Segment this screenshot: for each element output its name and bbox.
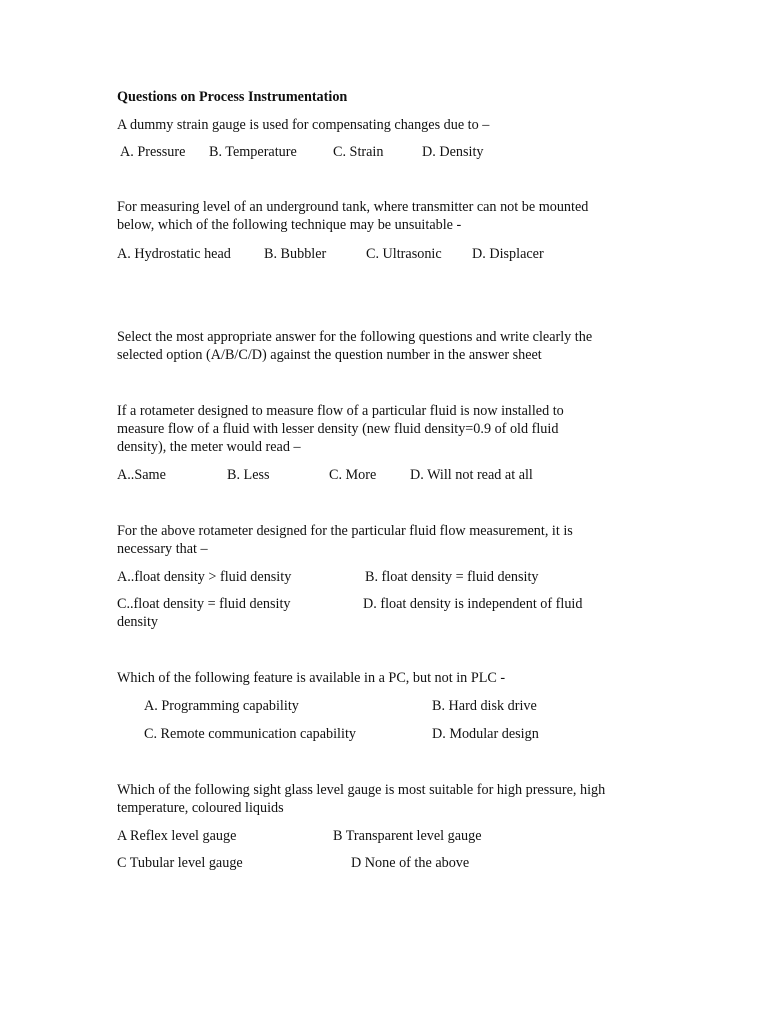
q5-option-c: C. Remote communication capability bbox=[144, 726, 356, 742]
document-title: Questions on Process Instrumentation bbox=[117, 89, 348, 105]
q3-option-a: A..Same bbox=[117, 467, 166, 483]
q3-option-b: B. Less bbox=[227, 467, 270, 483]
q6-question-line-2: temperature, coloured liquids bbox=[117, 800, 284, 816]
q6-option-a: A Reflex level gauge bbox=[117, 828, 237, 844]
q1-question: A dummy strain gauge is used for compensating changes due to – bbox=[117, 117, 490, 133]
q5-option-a: A. Programming capability bbox=[144, 698, 299, 714]
q2-option-b: B. Bubbler bbox=[264, 246, 327, 262]
q1-option-d: D. Density bbox=[422, 144, 484, 160]
q4-option-d: D. float density is independent of fluid bbox=[363, 596, 583, 612]
q6-option-b: B Transparent level gauge bbox=[333, 828, 482, 844]
q5-question: Which of the following feature is available in a PC, but not in PLC - bbox=[117, 670, 506, 686]
q4-question-line-2: necessary that – bbox=[117, 541, 208, 557]
q6-option-d: D None of the above bbox=[351, 855, 470, 871]
q4-option-b: B. float density = fluid density bbox=[365, 569, 539, 585]
instructions-line-2: selected option (A/B/C/D) against the question number in the answer sheet bbox=[117, 347, 542, 363]
q3-question-line-1: If a rotameter designed to measure flow of a particular fluid is now installed to bbox=[117, 403, 564, 419]
q1-option-b: B. Temperature bbox=[209, 144, 297, 160]
q6-question-line-1: Which of the following sight glass level gauge is most suitable for high pressure, high bbox=[117, 782, 606, 798]
q6-option-c: C Tubular level gauge bbox=[117, 855, 243, 871]
q1-option-c: C. Strain bbox=[333, 144, 384, 160]
q2-question-line-1: For measuring level of an underground tank, where transmitter can not be mounted bbox=[117, 199, 589, 215]
q1-option-a: A. Pressure bbox=[120, 144, 186, 160]
q2-option-d: D. Displacer bbox=[472, 246, 544, 262]
q3-question-line-2: measure flow of a fluid with lesser density (new fluid density=0.9 of old fluid bbox=[117, 421, 559, 437]
q4-option-a: A..float density > fluid density bbox=[117, 569, 292, 585]
q2-question-line-2: below, which of the following technique may be unsuitable - bbox=[117, 217, 462, 233]
q4-option-c: C..float density = fluid density bbox=[117, 596, 291, 612]
q4-question-line-1: For the above rotameter designed for the particular fluid flow measurement, it is bbox=[117, 523, 573, 539]
instructions-line-1: Select the most appropriate answer for the following questions and write clearly the bbox=[117, 329, 593, 345]
q5-option-b: B. Hard disk drive bbox=[432, 698, 537, 714]
q3-option-d: D. Will not read at all bbox=[410, 467, 533, 483]
q2-option-c: C. Ultrasonic bbox=[366, 246, 442, 262]
q4-option-d-continued: density bbox=[117, 614, 158, 630]
q2-option-a: A. Hydrostatic head bbox=[117, 246, 231, 262]
q3-question-line-3: density), the meter would read – bbox=[117, 439, 301, 455]
q5-option-d: D. Modular design bbox=[432, 726, 539, 742]
q3-option-c: C. More bbox=[329, 467, 377, 483]
